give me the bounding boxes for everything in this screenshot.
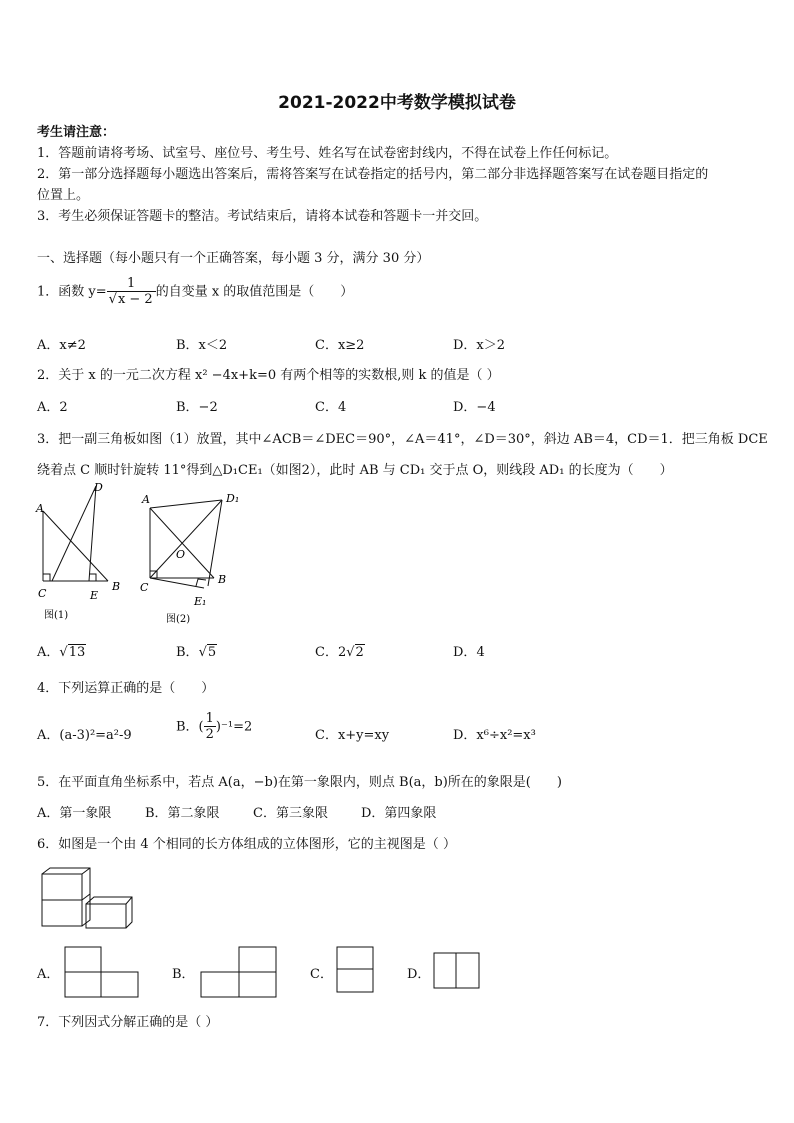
q1-denominator: √x − 2 [107, 291, 156, 308]
q3-option-c-coef: 2 [337, 645, 347, 660]
q5-option-a: A．第一象限 [37, 806, 112, 821]
q2-option-c: C．4 [315, 400, 347, 415]
q1-option-a: A．x≠2 [37, 338, 86, 353]
notice-heading: 考生请注意： [37, 125, 116, 140]
notice-item-1: 1．答题前请将考场、试室号、座位号、考生号、姓名写在试卷密封线内，不得在试卷上作任何标记。 [37, 146, 618, 161]
q3-option-c-radicand: 2 [355, 645, 364, 660]
question-1 [37, 276, 353, 308]
q6-solid-figure [38, 864, 134, 934]
q5-option-d: D．第四象限 [361, 806, 437, 821]
q6-option-c-view [336, 946, 374, 994]
q3-option-d-value: 4 [476, 645, 485, 660]
label-a: A [36, 502, 44, 515]
label-d1: D₁ [226, 492, 240, 505]
q1-radicand: x − 2 [117, 292, 153, 307]
question-4: 4．下列运算正确的是（ ） [37, 681, 215, 696]
q6-option-b-view [200, 946, 278, 998]
label-a: A [142, 493, 150, 506]
page-title: 2021-2022中考数学模拟试卷 [278, 93, 516, 113]
figure-1-caption: 图(1) [44, 610, 69, 621]
q1-option-d: D．x＞2 [453, 338, 506, 353]
q6-option-b-label: B． [172, 967, 195, 982]
label-b: B [218, 573, 227, 586]
question-3-line-1: 3．把一副三角板如图（1）放置，其中∠ACB＝∠DEC＝90°，∠A＝41°，∠D＝30°，斜边 AB＝4，CD＝1．把三角板 DCE [37, 432, 768, 447]
q3-option-d: D．4 [453, 645, 485, 660]
label-c: C [38, 587, 47, 600]
q1-fraction [107, 276, 156, 308]
label-b: B [112, 580, 121, 593]
figure-2-caption: 图(2) [166, 614, 191, 625]
q3-option-a-value: 13 [68, 645, 86, 660]
question-7: 7．下列因式分解正确的是（ ） [37, 1015, 219, 1030]
q4-option-a: A．(a-3)²=a²-9 [37, 728, 132, 743]
q2-option-a: A．2 [37, 400, 68, 415]
q6-option-a-label: A． [37, 967, 60, 982]
notice-item-3: 3．考生必须保证答题卡的整洁。考试结束后，请将本试卷和答题卡一并交回。 [37, 209, 488, 224]
q1-option-c: C．x≥2 [315, 338, 365, 353]
q6-option-d-view [433, 952, 481, 990]
q1-option-b: B．x＜2 [176, 338, 228, 353]
label-c: C [140, 581, 149, 594]
q6-option-c-label: C． [310, 967, 333, 982]
q2-option-d: D．−4 [453, 400, 496, 415]
q1-suffix: 的自变量 x 的取值范围是（ ） [155, 284, 354, 300]
question-5: 5．在平面直角坐标系中，若点 A(a，−b)在第一象限内，则点 B(a，b)所在的象限是( ) [37, 775, 562, 790]
q2-option-b: B．−2 [176, 400, 218, 415]
q5-option-b: B．第二象限 [145, 806, 220, 821]
question-2: 2．关于 x 的一元二次方程 x² −4x+k=0 有两个相等的实数根,则 k 的值是（ ） [37, 368, 500, 383]
label-d: D [94, 481, 103, 494]
section-heading: 一、选择题（每小题只有一个正确答案，每小题 3 分，满分 30 分） [37, 251, 430, 266]
question-6: 6．如图是一个由 4 个相同的长方体组成的立体图形，它的主视图是（ ） [37, 837, 456, 852]
label-e1: E₁ [194, 595, 207, 608]
notice-item-2-cont: 位置上。 [37, 188, 90, 203]
q3-option-a: A．√13 [37, 645, 86, 660]
label-e: E [90, 589, 99, 602]
q3-option-b: B．√5 [176, 645, 217, 660]
notice-item-2: 2．第一部分选择题每小题选出答案后，需将答案写在试卷指定的括号内，第二部分非选择题答案写在试卷题目指定的 [37, 167, 709, 182]
q3-figure-2 [138, 488, 248, 628]
question-3-line-2: 绕着点 C 顺时针旋转 11°得到△D₁CE₁（如图2），此时 AB 与 CD₁ 交于点 O，则线段 AD₁ 的长度为（ ） [37, 463, 673, 478]
q3-option-c: C．2√2 [315, 645, 364, 660]
q4-option-b-fraction: $\frac{1}{2}$ [205, 711, 214, 742]
q6-option-a-view [64, 946, 140, 998]
q4-option-c: C．x+y=xy [315, 728, 390, 743]
q4-option-b: B．( $\frac{1}{2}$ )⁻¹=2 [176, 711, 253, 742]
q3-option-b-value: 5 [207, 645, 217, 660]
q3-figure-1 [34, 478, 130, 624]
q5-option-c: C．第三象限 [253, 806, 328, 821]
q6-option-d-label: D． [407, 967, 431, 982]
q1-prefix: 1．函数 y= [37, 284, 107, 300]
q1-numerator: 1 [127, 276, 136, 291]
q4-option-d: D．x⁶÷x²=x³ [453, 728, 536, 743]
label-o: O [176, 548, 186, 561]
